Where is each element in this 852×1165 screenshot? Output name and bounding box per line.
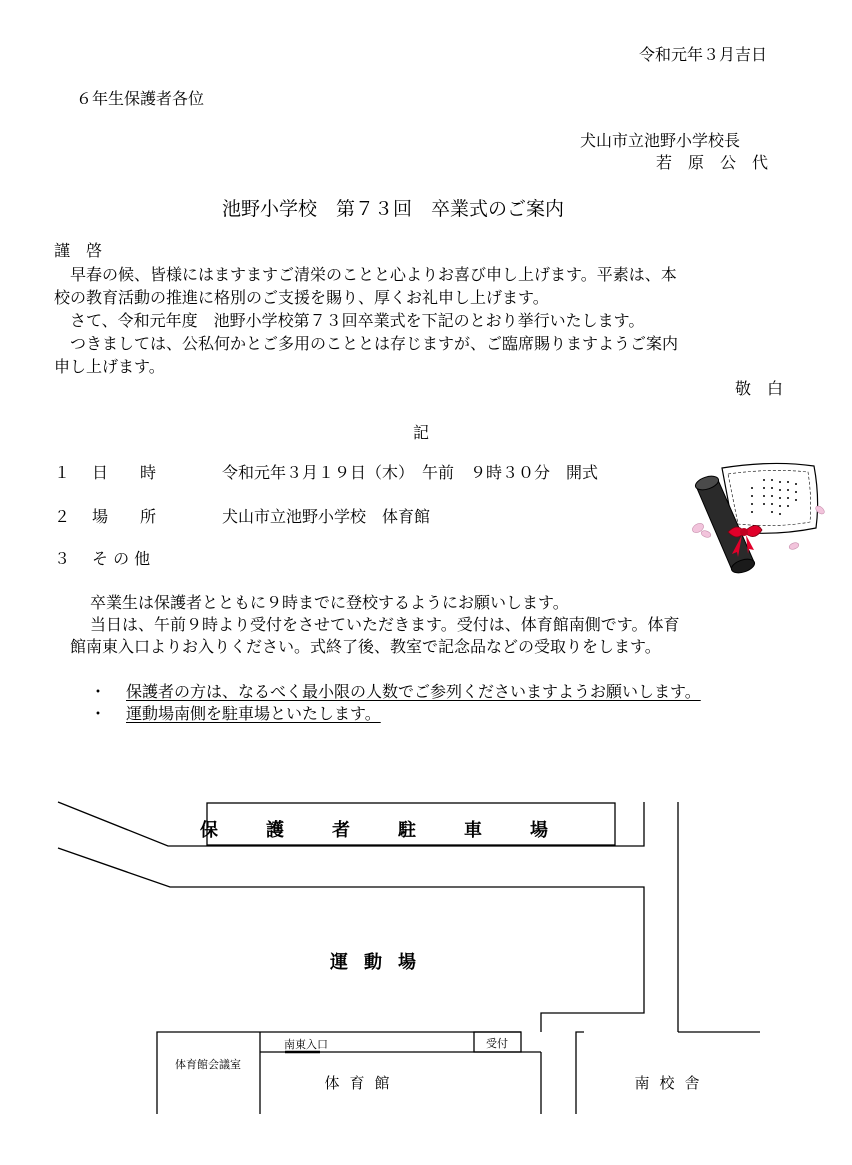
item-label: 日 時 bbox=[92, 463, 157, 482]
item-number: ２ bbox=[54, 507, 71, 526]
body-line: つきましては、公私何かとご多用のこととは存じますが、ご臨席賜りますようご案内 bbox=[70, 334, 679, 353]
sender-title: 犬山市立池野小学校長 bbox=[580, 131, 741, 150]
addressee: ６年生保護者各位 bbox=[76, 89, 205, 108]
reception-label: 受付 bbox=[486, 1037, 508, 1050]
body-line: さて、令和元年度 池野小学校第７３回卒業式を下記のとおり挙行いたします。 bbox=[70, 311, 645, 330]
diploma-illustration bbox=[682, 458, 832, 586]
opening-word: 謹 啓 bbox=[54, 241, 103, 260]
note-line: 卒業生は保護者とともに９時までに登校するようにお願いします。 bbox=[90, 593, 569, 612]
bullet-mark: ・ bbox=[90, 682, 107, 701]
campus-map bbox=[0, 790, 852, 1120]
body-line: 申し上げます。 bbox=[54, 357, 165, 376]
closing-word: 敬 白 bbox=[735, 379, 784, 398]
item-value: 犬山市立池野小学校 体育館 bbox=[222, 507, 431, 526]
sender-name: 若 原 公 代 bbox=[656, 153, 769, 172]
south-building-outline bbox=[576, 1032, 584, 1114]
ki-heading: 記 bbox=[413, 423, 430, 442]
bullet-text: 運動場南側を駐車場といたします。 bbox=[126, 704, 381, 723]
entrance-label: 南東入口 bbox=[284, 1038, 328, 1051]
page-title: 池野小学校 第７３回 卒業式のご案内 bbox=[222, 198, 565, 220]
bullet-text: 保護者の方は、なるべく最小限の人数でご参列くださいますようお願いします。 bbox=[126, 682, 701, 701]
gym-label: 体育館 bbox=[324, 1074, 400, 1092]
note-line: 館南東入口よりお入りください。式終了後、教室で記念品などの受取りをします。 bbox=[70, 637, 661, 656]
body-line: 早春の候、皆様にはますますご清栄のことと心よりお喜び申し上げます。平素は、本 bbox=[70, 265, 677, 284]
date: 令和元年３月吉日 bbox=[639, 45, 768, 64]
meeting-room-outline bbox=[157, 1032, 260, 1114]
item-value: 令和元年３月１９日（木） 午前 ９時３０分 開式 bbox=[222, 463, 599, 482]
bullet-mark: ・ bbox=[90, 704, 107, 723]
item-number: １ bbox=[54, 463, 71, 482]
item-number: ３ bbox=[54, 549, 71, 568]
ground-boundary bbox=[58, 848, 644, 1032]
ground-label: 運動場 bbox=[330, 952, 432, 973]
meeting-room-label: 体育館会議室 bbox=[175, 1058, 241, 1071]
note-line: 当日は、午前９時より受付をさせていただきます。受付は、体育館南側です。体育 bbox=[90, 615, 680, 634]
parking-label: 保護者駐車場 bbox=[200, 820, 596, 841]
body-line: 校の教育活動の推進に格別のご支援を賜り、厚くお礼申し上げます。 bbox=[54, 288, 549, 307]
south-building-label: 南校舎 bbox=[634, 1074, 710, 1092]
item-label: そ の 他 bbox=[92, 549, 151, 568]
item-label: 場 所 bbox=[92, 507, 157, 526]
